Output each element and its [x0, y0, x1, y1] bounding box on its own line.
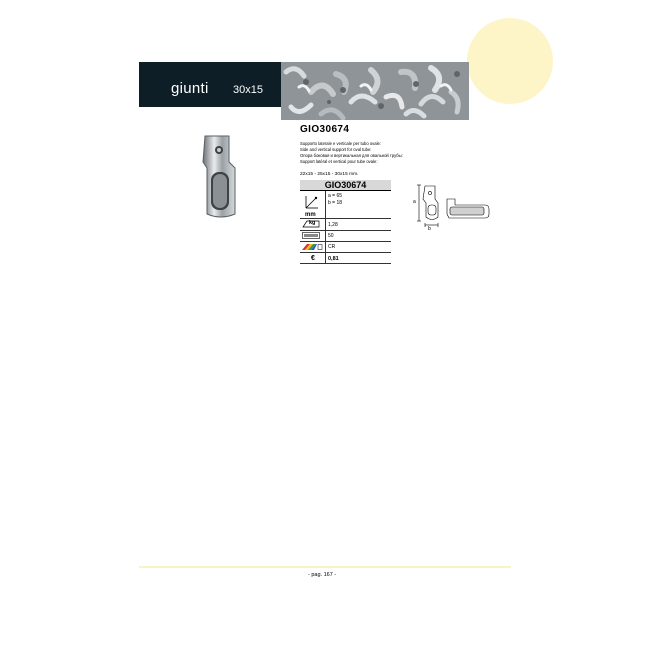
spec-row-line — [300, 252, 391, 253]
description-russian: Опора боковая и вертикальная для овальной трубы: — [300, 153, 403, 158]
spec-row-line — [300, 241, 391, 242]
page-number: - pag. 167 - — [308, 572, 337, 578]
spec-row-line — [300, 263, 391, 264]
dimension-b-label: b — [428, 226, 431, 232]
pieces-value: 50 — [328, 233, 334, 239]
metal-parts-photo — [281, 62, 469, 120]
spec-table-header: GIO30674 — [300, 180, 391, 191]
product-code: GIO30674 — [300, 124, 350, 135]
euro-icon: € — [311, 255, 315, 262]
dimensions-icon — [304, 194, 320, 210]
footer-line — [139, 566, 511, 568]
dimension-a-value: a = 65 — [328, 193, 343, 199]
section-size: 30x15 — [233, 84, 263, 96]
spec-row-line — [300, 218, 391, 219]
description-italian: Supporto laterale e verticale per tubo ovale: — [300, 141, 382, 146]
finish-color-icon — [301, 243, 323, 251]
price-value: 0,81 — [328, 256, 339, 262]
description-french: Support latéral et vertical pour tube ovale: — [300, 159, 378, 164]
spec-row-line — [300, 230, 391, 231]
dimension-b-value: b = 18 — [328, 200, 343, 206]
weight-value: 1,28 — [328, 222, 338, 228]
decorative-circle — [467, 18, 553, 104]
weight-icon-label: kg — [309, 220, 316, 226]
finish-value: CR — [328, 244, 336, 250]
description-english: Side and vertical support for oval tube: — [300, 147, 372, 152]
product-photo — [191, 132, 241, 220]
package-pieces-icon — [302, 232, 320, 239]
mm-label: mm — [305, 212, 316, 218]
weight-icon — [302, 220, 320, 228]
dimension-a-label: a — [413, 199, 416, 205]
tube-sizes: 22x15 - 25x15 - 30x15 mm. — [300, 172, 359, 177]
technical-drawing — [405, 183, 493, 233]
section-title: giunti — [171, 80, 209, 97]
